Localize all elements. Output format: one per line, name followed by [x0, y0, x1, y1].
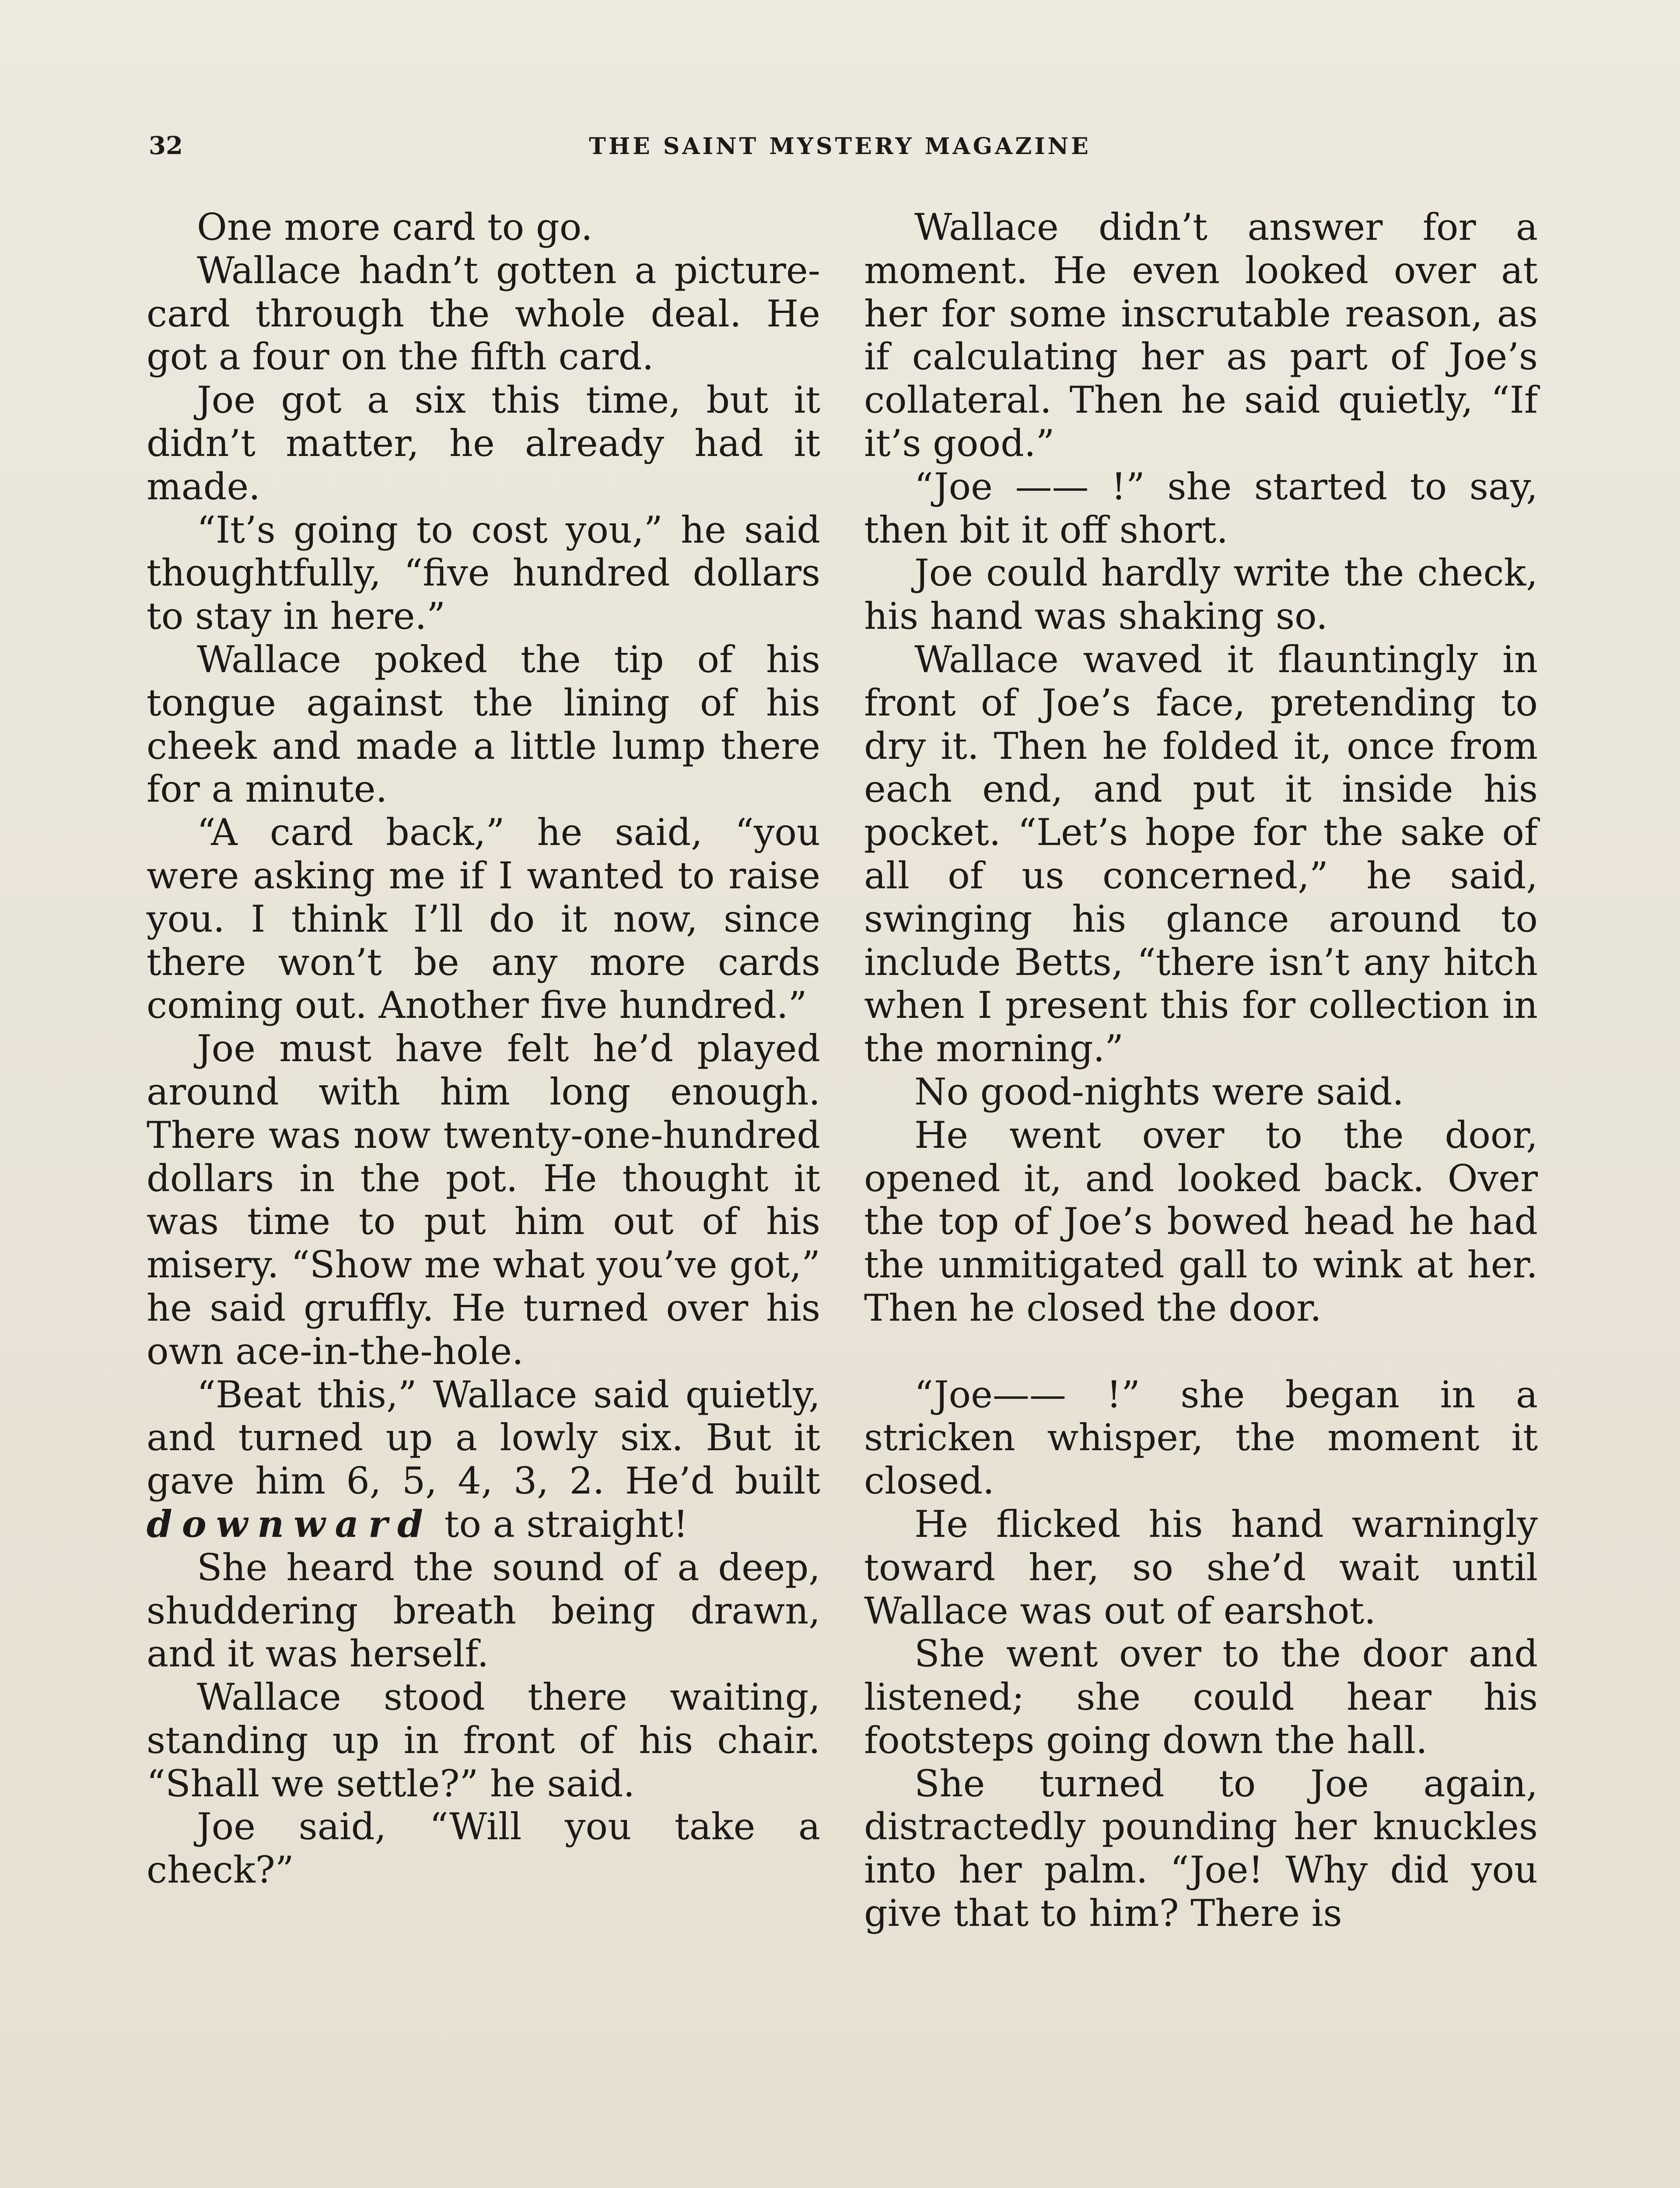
paragraph: “Joe—— !” she began in a stricken whisper, the moment it closed. — [864, 1373, 1538, 1503]
paragraph: Wallace stood there waiting, standing up in front of his chair. “Shall we settle?” he said. — [147, 1676, 820, 1805]
paragraph: Wallace hadn’t gotten a picture-card through the whole deal. He got a four on the fifth card. — [147, 249, 820, 379]
paragraph-text: to a straight! — [444, 1502, 688, 1546]
paragraph: She turned to Joe again, distractedly pounding her knuckles into her palm. “Joe! Why did you give that to him? There is — [864, 1762, 1538, 1935]
paragraph: He went over to the door, opened it, and looked back. Over the top of Joe’s bowed head he had the unmitigated gall to wink at her. Then he closed the door. — [864, 1113, 1538, 1329]
emphasized-word: downward — [147, 1502, 433, 1546]
paragraph: Wallace didn’t answer for a moment. He even looked over at her for some inscrutable reason, as if calculating her as part of Joe’s collateral. Then he said quietly, “If it’s good.” — [864, 206, 1538, 465]
paragraph: Joe said, “Will you take a check?” — [147, 1805, 820, 1892]
paragraph-text: “Beat this,” Wallace said quietly, and turned up a lowly six. But it gave him 6, 5, 4, 3, 2. He’d built — [147, 1373, 820, 1503]
paragraph: She went over to the door and listened; she could hear his footsteps going down the hall. — [864, 1632, 1538, 1762]
paragraph: “A card back,” he said, “you were asking me if I wanted to raise you. I think I’ll do it now, since there won’t be any more cards coming out. Another five hundred.” — [147, 811, 820, 1027]
right-column — [864, 206, 1538, 1935]
paragraph: “It’s going to cost you,” he said thoughtfully, “five hundred dollars to stay in here.” — [147, 508, 820, 638]
paragraph: Wallace poked the tip of his tongue against the lining of his cheek and made a little lump there for a minute. — [147, 638, 820, 811]
running-head: THE SAINT MYSTERY MAGAZINE — [589, 133, 1091, 160]
paragraph: No good-nights were said. — [914, 1070, 1404, 1113]
paragraph: Joe must have felt he’d played around with him long enough. There was now twenty-one-hundred dollars in the pot. He thought it was time to put him out of his misery. “Show me what you’ve got,” he said gruffly. He turned over his own ace-in-the-hole. — [147, 1027, 820, 1373]
paragraph: She heard the sound of a deep, shuddering breath being drawn, and it was herself. — [147, 1546, 820, 1676]
left-column — [147, 206, 820, 1892]
paragraph: Joe got a six this time, but it didn’t matter, he already had it made. — [147, 379, 820, 508]
paragraph — [147, 1373, 820, 1546]
paragraph: Joe could hardly write the check, his hand was shaking so. — [864, 551, 1538, 638]
paragraph: Wallace waved it flauntingly in front of Joe’s face, pretending to dry it. Then he folded it, once from each end, and put it inside his pocket. “Let’s hope for the sake of all of us concerned,” he said, swinging his glance around to include Betts, “there isn’t any hitch when I present this for collection in the morning.” — [864, 638, 1538, 1070]
page-header — [149, 131, 1531, 179]
page-number: 32 — [149, 131, 183, 160]
paragraph: One more card to go. — [197, 206, 593, 249]
paragraph: “Joe —— !” she started to say, then bit it off short. — [864, 465, 1538, 551]
paragraph: He flicked his hand warningly toward her, so she’d wait until Wallace was out of earshot. — [864, 1502, 1538, 1632]
